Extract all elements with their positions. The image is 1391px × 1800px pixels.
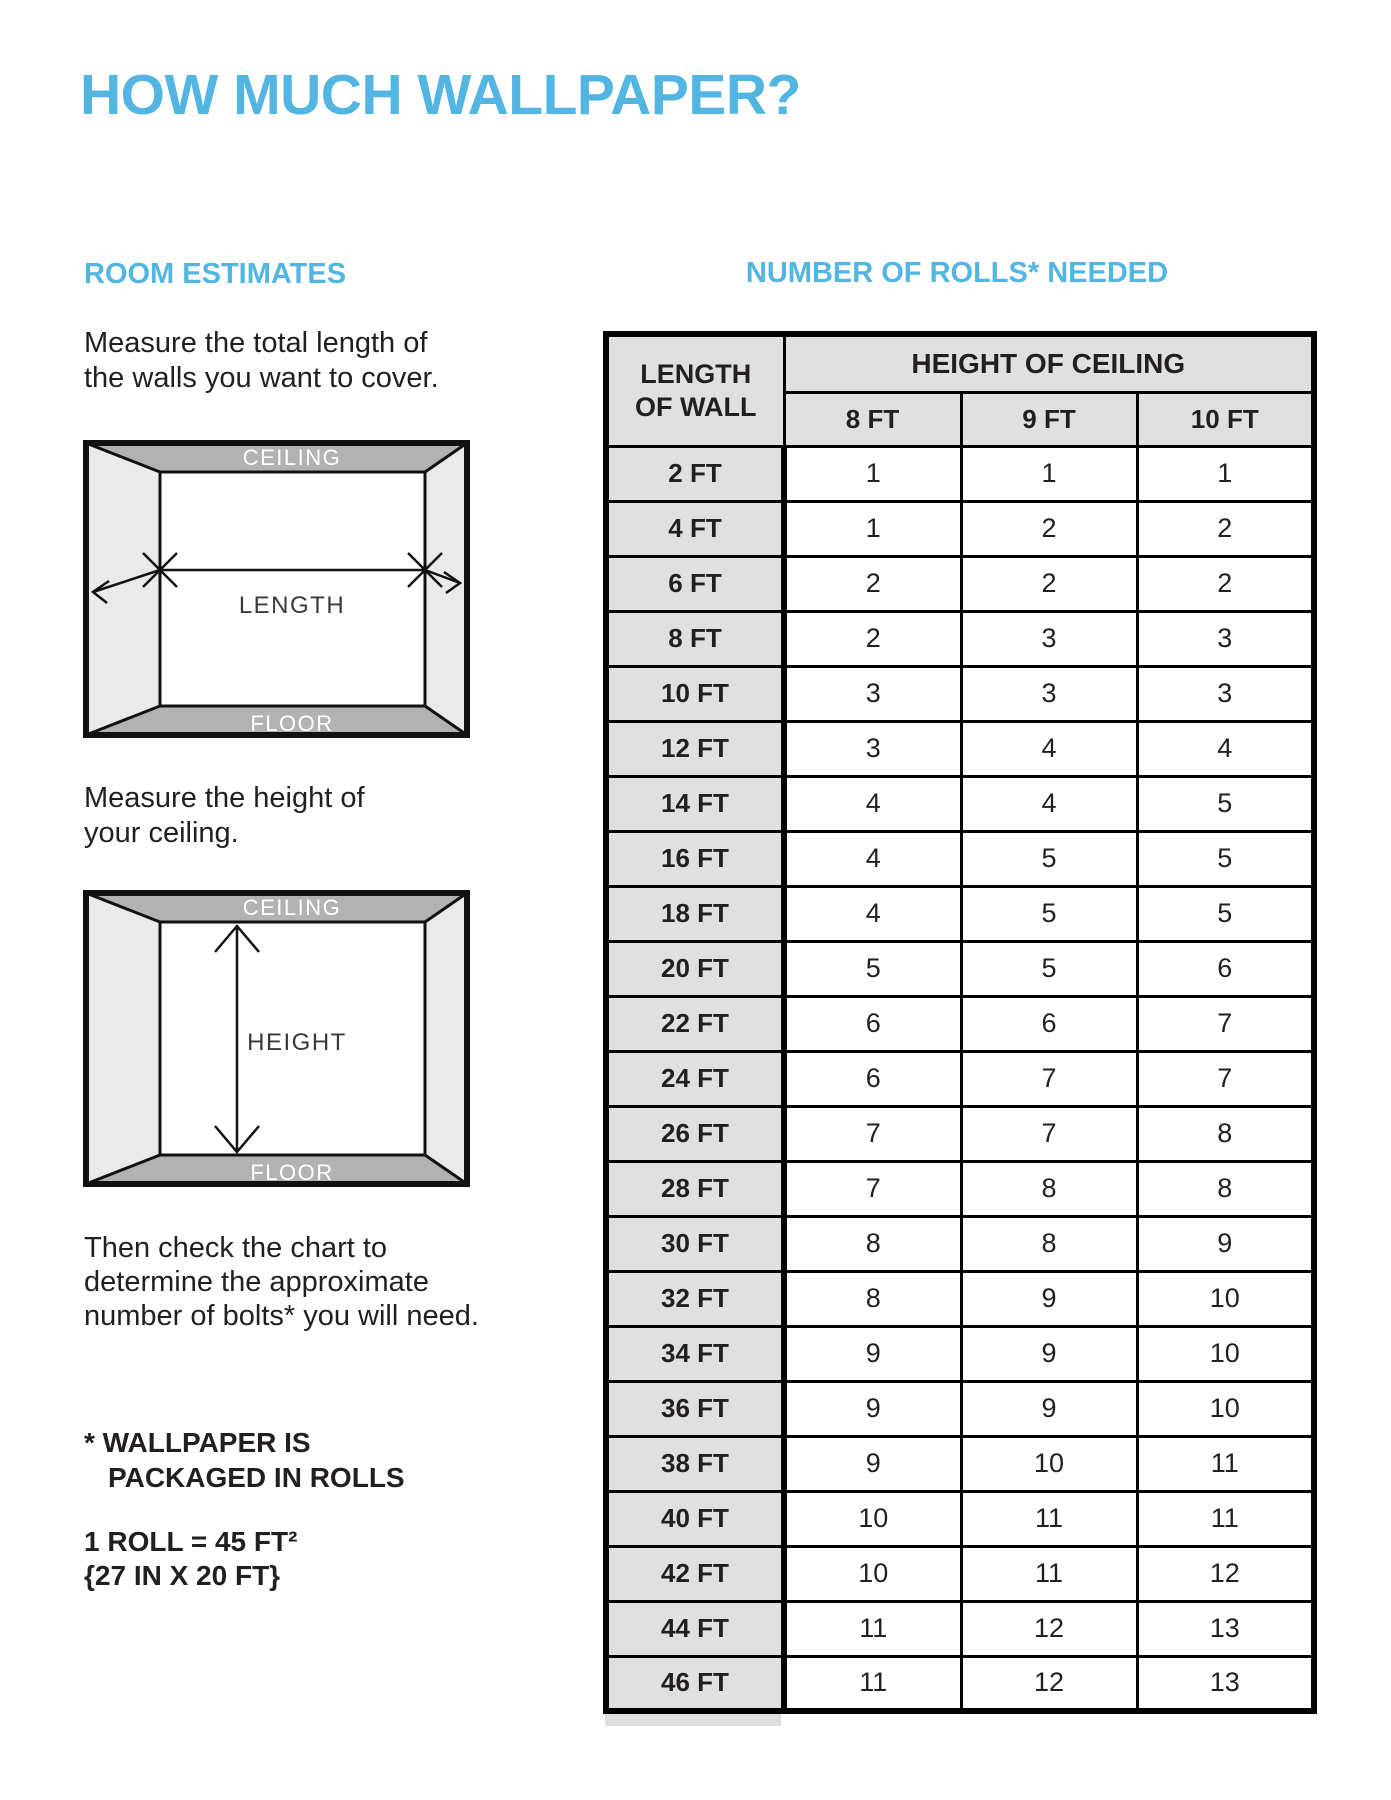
rolls-value-cell: 3 xyxy=(784,721,961,776)
rolls-value-cell: 5 xyxy=(961,941,1137,996)
rolls-value-cell: 11 xyxy=(784,1601,961,1656)
length-of-wall-cell: 46 FT xyxy=(606,1656,784,1711)
rolls-value-cell: 10 xyxy=(961,1436,1137,1491)
left-wall xyxy=(83,440,160,738)
table-row xyxy=(606,831,1314,886)
length-of-wall-cell: 8 FT xyxy=(606,611,784,666)
length-of-wall-cell: 14 FT xyxy=(606,776,784,831)
rolls-value-cell: 1 xyxy=(1137,446,1314,501)
rolls-value-cell: 9 xyxy=(784,1381,961,1436)
length-of-wall-cell: 38 FT xyxy=(606,1436,784,1491)
rolls-value-cell: 12 xyxy=(961,1656,1137,1711)
rolls-value-cell: 3 xyxy=(1137,611,1314,666)
rolls-value-cell: 13 xyxy=(1137,1601,1314,1656)
instruction-line: the walls you want to cover. xyxy=(84,362,439,394)
rolls-table-body xyxy=(606,446,1314,1711)
rolls-value-cell: 4 xyxy=(1137,721,1314,776)
rolls-value-cell: 1 xyxy=(784,501,961,556)
length-of-wall-cell: 20 FT xyxy=(606,941,784,996)
rolls-value-cell: 11 xyxy=(961,1491,1137,1546)
rolls-value-cell: 8 xyxy=(784,1216,961,1271)
rolls-value-cell: 10 xyxy=(1137,1271,1314,1326)
rolls-value-cell: 6 xyxy=(1137,941,1314,996)
length-of-wall-cell: 44 FT xyxy=(606,1601,784,1656)
rolls-value-cell: 3 xyxy=(961,666,1137,721)
rolls-value-cell: 7 xyxy=(784,1106,961,1161)
rolls-value-cell: 7 xyxy=(961,1106,1137,1161)
length-of-wall-cell: 40 FT xyxy=(606,1491,784,1546)
rolls-value-cell: 5 xyxy=(961,831,1137,886)
length-of-wall-cell: 12 FT xyxy=(606,721,784,776)
table-row xyxy=(606,1546,1314,1601)
rolls-value-cell: 9 xyxy=(784,1326,961,1381)
length-of-wall-cell: 36 FT xyxy=(606,1381,784,1436)
table-header-row xyxy=(606,334,1314,392)
instruction-check-chart xyxy=(84,1231,479,1333)
rolls-value-cell: 9 xyxy=(961,1271,1137,1326)
table-row xyxy=(606,886,1314,941)
roll-size-line: 1 ROLL = 45 FT² xyxy=(84,1526,298,1557)
length-label: LENGTH xyxy=(238,592,346,619)
ceiling-8ft-header: 8 FT xyxy=(784,392,961,446)
rolls-value-cell: 8 xyxy=(1137,1161,1314,1216)
table-row xyxy=(606,1436,1314,1491)
table-row xyxy=(606,1216,1314,1271)
rolls-value-cell: 6 xyxy=(784,1051,961,1106)
rolls-value-cell: 7 xyxy=(784,1161,961,1216)
rolls-value-cell: 5 xyxy=(1137,886,1314,941)
rolls-value-cell: 4 xyxy=(784,776,961,831)
table-row xyxy=(606,996,1314,1051)
rolls-value-cell: 5 xyxy=(961,886,1137,941)
instruction-measure-length xyxy=(84,326,439,396)
rolls-value-cell: 8 xyxy=(784,1271,961,1326)
rolls-value-cell: 12 xyxy=(961,1601,1137,1656)
rolls-value-cell: 9 xyxy=(961,1326,1137,1381)
table-row xyxy=(606,721,1314,776)
rolls-value-cell: 11 xyxy=(1137,1491,1314,1546)
instruction-line: number of bolts* you will need. xyxy=(84,1300,479,1332)
rolls-value-cell: 1 xyxy=(961,446,1137,501)
table-row xyxy=(606,1271,1314,1326)
wallpaper-rolls-footnote xyxy=(84,1425,405,1495)
height-of-ceiling-header: HEIGHT OF CEILING xyxy=(784,334,1314,392)
rolls-value-cell: 8 xyxy=(961,1161,1137,1216)
rolls-value-cell: 9 xyxy=(1137,1216,1314,1271)
length-of-wall-cell: 4 FT xyxy=(606,501,784,556)
table-row xyxy=(606,1491,1314,1546)
rolls-value-cell: 8 xyxy=(961,1216,1137,1271)
rolls-value-cell: 10 xyxy=(784,1491,961,1546)
table-row xyxy=(606,1161,1314,1216)
table-row xyxy=(606,1381,1314,1436)
rolls-table-heading: NUMBER OF ROLLS* NEEDED xyxy=(745,257,1169,289)
left-wall xyxy=(83,890,160,1187)
instruction-line: Measure the total length of xyxy=(84,327,428,359)
instruction-line: your ceiling. xyxy=(84,817,239,849)
ceiling-9ft-header: 9 FT xyxy=(961,392,1137,446)
rolls-value-cell: 2 xyxy=(784,611,961,666)
ceiling-10ft-header: 10 FT xyxy=(1137,392,1314,446)
ceiling-label: CEILING xyxy=(242,445,342,470)
rolls-value-cell: 7 xyxy=(1137,996,1314,1051)
length-of-wall-cell: 18 FT xyxy=(606,886,784,941)
rolls-value-cell: 6 xyxy=(784,996,961,1051)
page-title: HOW MUCH WALLPAPER? xyxy=(80,63,801,127)
length-of-wall-cell: 16 FT xyxy=(606,831,784,886)
room-estimates-heading: ROOM ESTIMATES xyxy=(84,258,347,290)
rolls-table xyxy=(603,331,1317,1714)
table-row xyxy=(606,776,1314,831)
rolls-value-cell: 9 xyxy=(784,1436,961,1491)
table-row xyxy=(606,666,1314,721)
rolls-value-cell: 4 xyxy=(784,886,961,941)
rolls-value-cell: 10 xyxy=(1137,1381,1314,1436)
rolls-value-cell: 5 xyxy=(1137,776,1314,831)
rolls-value-cell: 2 xyxy=(961,501,1137,556)
rolls-value-cell: 5 xyxy=(1137,831,1314,886)
length-of-wall-cell: 24 FT xyxy=(606,1051,784,1106)
length-of-wall-cell: 10 FT xyxy=(606,666,784,721)
length-of-wall-cell: 28 FT xyxy=(606,1161,784,1216)
rolls-value-cell: 12 xyxy=(1137,1546,1314,1601)
instruction-measure-height xyxy=(84,781,365,851)
roll-size-line: {27 IN X 20 FT} xyxy=(84,1560,281,1591)
rolls-value-cell: 2 xyxy=(961,556,1137,611)
rolls-value-cell: 4 xyxy=(961,776,1137,831)
floor-label: FLOOR xyxy=(250,1160,334,1185)
table-row xyxy=(606,501,1314,556)
rolls-value-cell: 4 xyxy=(784,831,961,886)
length-of-wall-cell: 30 FT xyxy=(606,1216,784,1271)
rolls-value-cell: 9 xyxy=(961,1381,1137,1436)
floor-label: FLOOR xyxy=(250,711,334,736)
instruction-line: Measure the height of xyxy=(84,782,365,814)
header-line: LENGTH xyxy=(640,358,752,389)
rolls-value-cell: 10 xyxy=(1137,1326,1314,1381)
table-row xyxy=(606,941,1314,996)
table-row xyxy=(606,446,1314,501)
roll-size-info xyxy=(84,1525,297,1593)
rolls-value-cell: 1 xyxy=(784,446,961,501)
length-of-wall-header xyxy=(606,334,784,446)
room-height-diagram xyxy=(83,890,470,1187)
rolls-value-cell: 6 xyxy=(961,996,1137,1051)
ceiling-label: CEILING xyxy=(242,895,342,920)
footnote-line: PACKAGED IN ROLLS xyxy=(108,1462,405,1493)
rolls-value-cell: 3 xyxy=(1137,666,1314,721)
instruction-line: determine the approximate xyxy=(84,1266,429,1298)
rolls-value-cell: 5 xyxy=(784,941,961,996)
table-row xyxy=(606,1106,1314,1161)
right-wall xyxy=(425,890,470,1187)
back-wall xyxy=(160,472,425,706)
length-of-wall-cell: 42 FT xyxy=(606,1546,784,1601)
length-of-wall-cell: 34 FT xyxy=(606,1326,784,1381)
height-label: HEIGHT xyxy=(247,1029,347,1056)
table-row xyxy=(606,1601,1314,1656)
rolls-value-cell: 11 xyxy=(1137,1436,1314,1491)
instruction-line: Then check the chart to xyxy=(84,1232,388,1264)
length-of-wall-cell: 6 FT xyxy=(606,556,784,611)
table-row xyxy=(606,611,1314,666)
rolls-needed-section xyxy=(603,258,1311,1714)
rolls-value-cell: 2 xyxy=(1137,556,1314,611)
rolls-value-cell: 2 xyxy=(784,556,961,611)
rolls-value-cell: 3 xyxy=(961,611,1137,666)
table-row xyxy=(606,1656,1314,1711)
length-of-wall-cell: 2 FT xyxy=(606,446,784,501)
header-line: OF WALL xyxy=(635,391,757,422)
rolls-value-cell: 7 xyxy=(1137,1051,1314,1106)
length-of-wall-cell: 32 FT xyxy=(606,1271,784,1326)
table-row xyxy=(606,1051,1314,1106)
footnote-line: * WALLPAPER IS xyxy=(84,1427,311,1458)
rolls-value-cell: 4 xyxy=(961,721,1137,776)
right-wall xyxy=(425,440,470,738)
length-of-wall-cell: 26 FT xyxy=(606,1106,784,1161)
rolls-value-cell: 11 xyxy=(784,1656,961,1711)
rolls-value-cell: 7 xyxy=(961,1051,1137,1106)
table-row xyxy=(606,1326,1314,1381)
rolls-value-cell: 2 xyxy=(1137,501,1314,556)
rolls-value-cell: 3 xyxy=(784,666,961,721)
table-row xyxy=(606,556,1314,611)
length-of-wall-cell: 22 FT xyxy=(606,996,784,1051)
rolls-value-cell: 10 xyxy=(784,1546,961,1601)
rolls-value-cell: 8 xyxy=(1137,1106,1314,1161)
rolls-value-cell: 13 xyxy=(1137,1656,1314,1711)
cropped-next-cell xyxy=(605,1714,781,1726)
rolls-value-cell: 11 xyxy=(961,1546,1137,1601)
room-length-diagram xyxy=(83,440,470,738)
